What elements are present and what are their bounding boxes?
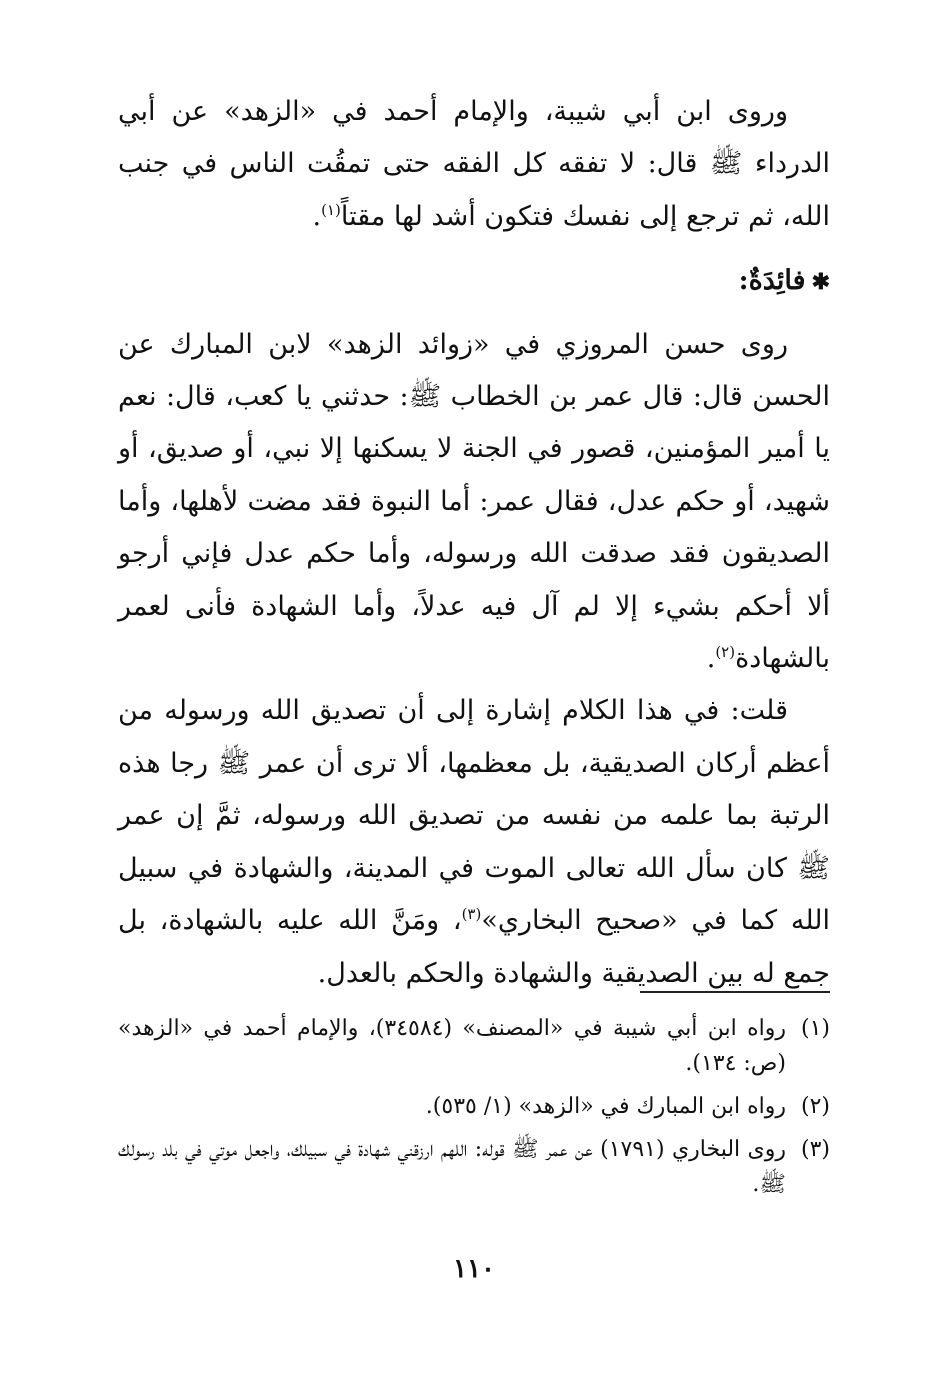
footnote-3 — [118, 1132, 830, 1202]
footnote-number: (١) — [800, 1016, 830, 1041]
paragraph-2 — [118, 319, 830, 686]
page-number: ١١٠ — [453, 1254, 495, 1284]
footnotes — [118, 1011, 830, 1210]
page-body — [118, 86, 830, 1346]
heading-text: فائِدَةٌ: — [738, 265, 806, 297]
footnote-ref-1[interactable]: (١) — [321, 200, 341, 219]
asterisk-icon: ✱ — [811, 269, 830, 296]
footnote-ref-2[interactable]: (٢) — [715, 643, 736, 662]
footnote-1 — [118, 1011, 830, 1081]
paragraph-2-text: روى حسن المروزي في «زوائد الزهد» لابن المبارك عن الحسن قال: قال عمر بن الخطاب ﷺ: حدثني يا كعب، قال: نعم يا أمير المؤمنين، قصور في الجنة لا يسكنها إلا نبي، أو صديق، أو شهيد، أو حكم عدل، فقال عمر: أما النبوة فقد مضت لأهلها، وأما الصديقون فقد صدقت الله ورسوله، وأما حكم عدل فإني أرجو ألا أحكم بشيء إلا لم آل فيه عدلاً، وأما الشهادة فأنى لعمر بالشهادة — [118, 328, 830, 675]
paragraph-1-end: . — [312, 200, 322, 232]
paragraph-1-text: وروى ابن أبي شيبة، والإمام أحمد في «الزهد» عن أبي الدرداء ﷺ قال: لا تفقه كل الفقه حتى تمقُت الناس في جنب الله، ثم ترجع إلى نفسك فتكون أشد لها مقتاً — [118, 96, 830, 232]
footnote-text: رواه ابن أبي شيبة في «المصنف» (٣٤٥٨٤)، والإمام أحمد في «الزهد» (ص: ١٣٤). — [118, 1016, 786, 1076]
paragraph-1 — [118, 86, 830, 243]
paragraph-2-end: . — [706, 643, 716, 675]
section-heading — [118, 255, 830, 308]
footnote-number: (٣) — [800, 1137, 830, 1162]
footnote-ref-3[interactable]: (٣) — [461, 905, 482, 924]
paragraph-3-text-a: قلت: في هذا الكلام إشارة إلى أن تصديق الله ورسوله من أعظم أركان الصديقية، بل معظمها، ألا ترى أن عمر ﷺ رجا هذه الرتبة بما علمه من نفسه من تصديق الله ورسوله، ثمَّ إن عمر ﷺ كان سأل الله تعالى الموت في المدينة، والشهادة في سبيل الله كما في «صحيح البخاري» — [118, 695, 830, 937]
paragraph-3-text-b: ، ومَنَّ الله عليه بالشهادة، بل جمع له بين الصديقية والشهادة والحكم بالعدل. — [118, 905, 830, 989]
footnote-text: رواه ابن المبارك في «الزهد» (١/ ٥٣٥). — [425, 1094, 786, 1119]
footnote-number: (٢) — [800, 1094, 830, 1119]
footnote-divider — [640, 991, 830, 993]
paragraph-3 — [118, 685, 830, 999]
footnote-2 — [118, 1089, 830, 1124]
footnote-text: روى البخاري (١٧٩١) عن عمر ﷺ قوله: اللهم ارزقني شهادة في سبيلك، واجعل موتي في بلد رسولك ﷺ. — [118, 1137, 786, 1197]
